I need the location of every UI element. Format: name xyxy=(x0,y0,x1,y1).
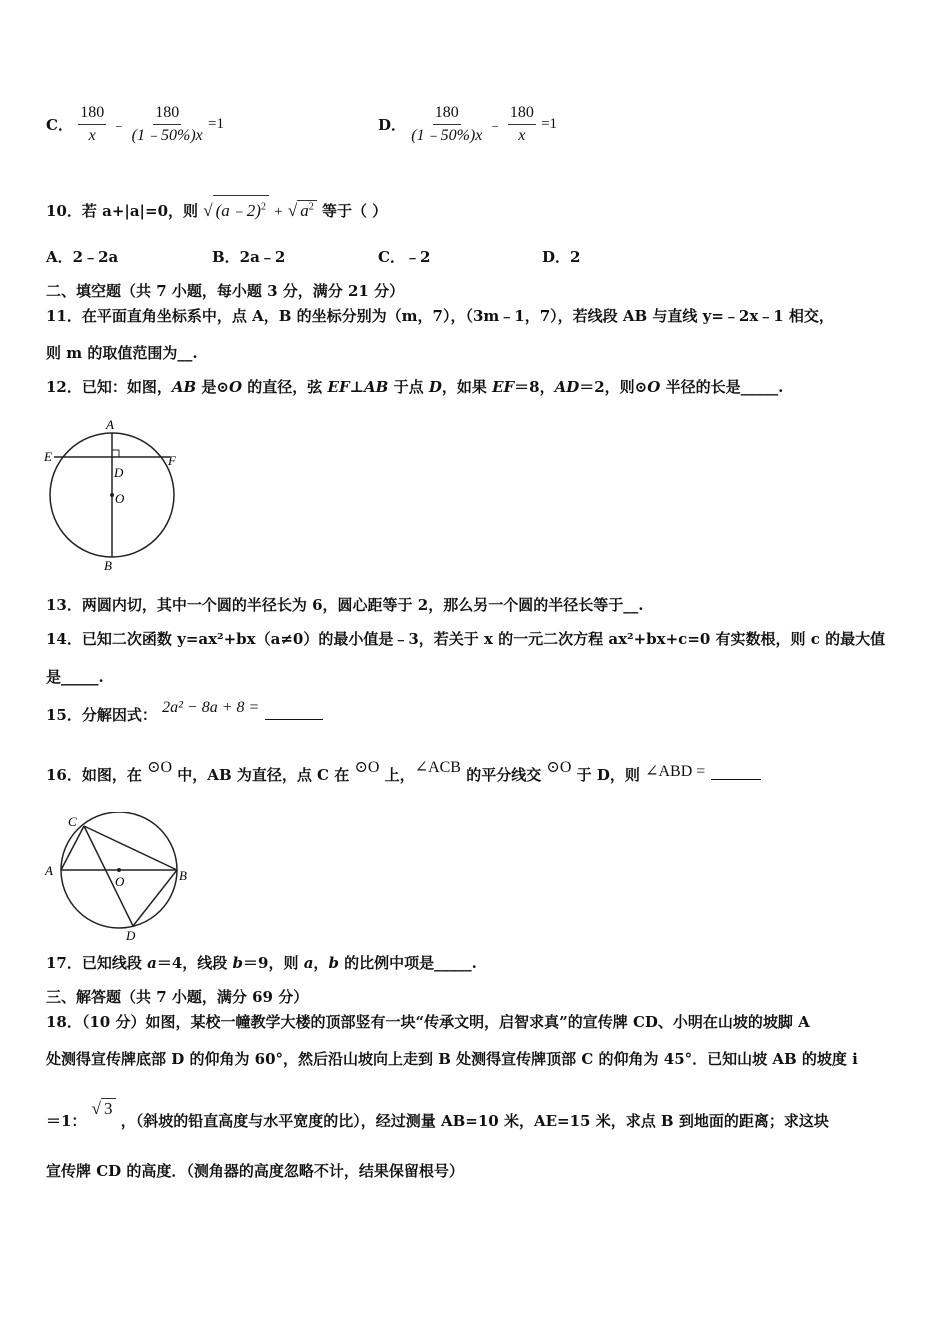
q10-option-d: D．2 xyxy=(542,248,581,266)
fraction: $\frac{180}{x}$ xyxy=(509,104,534,144)
option-d-label: D． xyxy=(378,116,407,134)
label-c: C xyxy=(68,814,77,829)
q12-circle-figure xyxy=(44,415,184,575)
label-f: F xyxy=(168,453,176,468)
section-heading: 二、填空题（共 7 小题，每小题 3 分，满分 21 分） xyxy=(46,282,405,300)
q10-option-b: B．2a﹣2 xyxy=(212,248,286,266)
fraction: $\frac{180}{x}$ xyxy=(80,104,105,144)
q10-option-a: A．2﹣2a xyxy=(46,248,119,266)
q9-option-c: C． $\frac{180}{x}$ ﹣ $\frac{180}{(1﹣50\%)x}$ =1 xyxy=(46,102,224,147)
label-b: B xyxy=(179,868,187,883)
q9-option-d: D． $\frac{180}{(1﹣50\%)x}$ ﹣ $\frac{180}{x}$ =1 xyxy=(378,102,557,147)
label-b: B xyxy=(104,558,112,573)
q18-line2: 处测得宣传牌底部 D 的仰角为 60°，然后沿山坡向上走到 B 处测得宣传牌顶部 C 的仰角为 45°．已知山坡 AB 的坡度 i xyxy=(46,1050,858,1068)
q13-stem: 13．两圆内切，其中一个圆的半径长为 6，圆心距等于 2，那么另一个圆的半径长等于__. xyxy=(46,596,644,614)
fraction: $\frac{180}{(1﹣50\%)x}$ xyxy=(411,104,483,144)
q11-line1: 11．在平面直角坐标系中，点 A，B 的坐标分别为（m，7），（3m﹣1，7），若线段 AB 与直线 y=﹣2x﹣1 相交， xyxy=(46,307,834,325)
label-o: O xyxy=(115,874,125,889)
label-a: A xyxy=(106,417,114,432)
option-c-label: C． xyxy=(46,116,73,134)
q14-line2: 是_____. xyxy=(46,668,104,686)
q16-stem: 16．如图，在 ⊙O 中，AB 为直径，点 C 在 ⊙O 上，∠ACB 的平分线交 ⊙O 于 D，则 ∠ABD = xyxy=(46,764,761,785)
q18-line3: ＝1： √ 3 ，（斜坡的铅直高度与水平宽度的比），经过测量 AB=10 米，AE=15 米，求点 B 到地面的距离；求这块 xyxy=(46,1099,829,1130)
q11-line2: 则 m 的取值范围为__. xyxy=(46,344,198,362)
label-e: E xyxy=(44,449,52,464)
q18-line1: 18．（10 分）如图，某校一幢教学大楼的顶部竖有一块“传承文明，启智求真”的宣传牌 CD、小明在山坡的坡脚 A xyxy=(46,1013,810,1031)
label-o: O xyxy=(115,491,125,506)
label-d: D xyxy=(114,465,124,480)
q17-stem: 17．已知线段 a＝4，线段 b＝9，则 a，b 的比例中项是_____. xyxy=(46,954,477,972)
q15-stem: 15．分解因式： 2a² − 8a + 8 = xyxy=(46,704,323,725)
fraction: $\frac{180}{(1﹣50\%)x}$ xyxy=(131,104,203,144)
label-d: D xyxy=(126,928,136,943)
q16-circle-figure xyxy=(42,812,202,944)
q18-line4: 宣传牌 CD 的高度．（测角器的高度忽略不计，结果保留根号） xyxy=(46,1162,464,1180)
q10-stem: 10．若 a+|a|=0，则 √ (a﹣2)$^2$ + √ $a^2$ 等于（ ） xyxy=(46,195,387,221)
q14-line1: 14．已知二次函数 y=ax²+bx（a≠0）的最小值是﹣3，若关于 x 的一元二次方程 ax²+bx+c=0 有实数根，则 c 的最大值 xyxy=(46,630,886,648)
label-a: A xyxy=(45,863,53,878)
section-heading: 三、解答题（共 7 小题，满分 69 分） xyxy=(46,988,309,1006)
q10-option-c: C．﹣2 xyxy=(378,248,431,266)
q12-stem: 12．已知：如图，AB 是⊙O 的直径，弦 EF⊥AB 于点 D，如果 EF＝8，AD＝2，则⊙O 半径的长是_____. xyxy=(46,378,784,396)
